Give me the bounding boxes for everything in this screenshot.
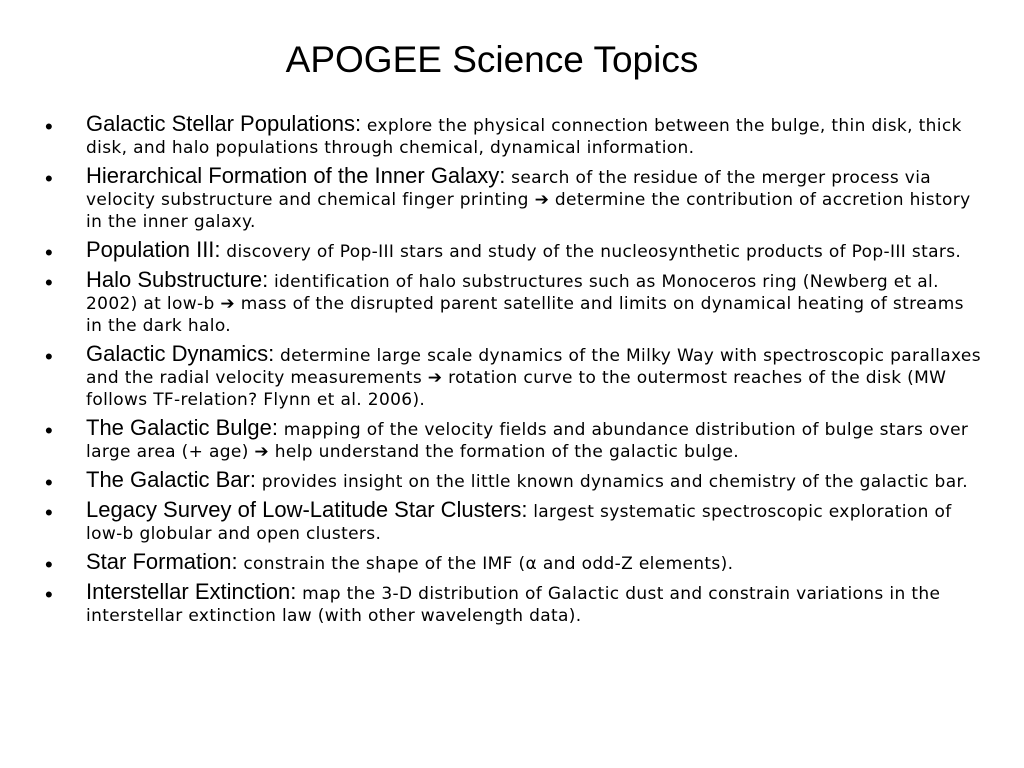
topic-description: provides insight on the little known dynamics and chemistry of the galactic bar.: [255, 472, 968, 492]
science-topic-list: [45, 113, 985, 633]
topic-name: The Galactic Bulge:: [86, 415, 278, 440]
bullet-icon: •: [45, 240, 54, 265]
topic-description: search of the residue of the merger process via velocity substructure and chemical finger printing ➔ determine the contribution of accretion history in the inner galaxy.: [86, 168, 971, 232]
topic-item-galactic-bulge: [45, 417, 985, 463]
topic-name: Galactic Dynamics:: [86, 341, 275, 366]
topic-item-halo-substructure: [45, 269, 985, 337]
topic-item-hierarchical-formation: [45, 165, 985, 233]
topic-name: Legacy Survey of Low-Latitude Star Clusters:: [86, 497, 528, 522]
topic-item-galactic-dynamics: [45, 343, 985, 411]
bullet-icon: •: [45, 114, 54, 139]
topic-item-legacy-survey: [45, 499, 985, 545]
bullet-icon: •: [45, 166, 54, 191]
topic-name: Population III:: [86, 237, 221, 262]
topic-description: identification of halo substructures such as Monoceros ring (Newberg et al. 2002) at low-b ➔ mass of the disrupted parent satellite and limits on dynamical heating of streams in the dark halo.: [86, 272, 964, 336]
topic-name: The Galactic Bar:: [86, 467, 256, 492]
topic-description: discovery of Pop-III stars and study of the nucleosynthetic products of Pop-III stars.: [220, 242, 962, 262]
topic-name: Hierarchical Formation of the Inner Galaxy:: [86, 163, 506, 188]
topic-item-interstellar-extinction: [45, 581, 985, 627]
bullet-icon: •: [45, 418, 54, 443]
topic-name: Interstellar Extinction:: [86, 579, 297, 604]
topic-description: constrain the shape of the IMF (α and odd-Z elements).: [237, 554, 734, 574]
bullet-icon: •: [45, 470, 54, 495]
bullet-icon: •: [45, 344, 54, 369]
slide-title: APOGEE Science Topics: [285, 39, 699, 80]
topic-description: explore the physical connection between the bulge, thin disk, thick disk, and halo populations through chemical, dynamical information.: [86, 116, 962, 158]
bullet-icon: •: [45, 552, 54, 577]
topic-description: largest systematic spectroscopic exploration of low-b globular and open clusters.: [86, 502, 952, 544]
topic-description: determine large scale dynamics of the Milky Way with spectroscopic parallaxes and the radial velocity measurements ➔ rotation curve to the outermost reaches of the disk (MW follows TF-relation? Flynn et al. 2006).: [86, 346, 981, 410]
bullet-icon: •: [45, 270, 54, 295]
topic-name: Galactic Stellar Populations:: [86, 111, 362, 136]
bullet-icon: •: [45, 582, 54, 607]
topic-item-population-iii: [45, 239, 985, 263]
topic-name: Halo Substructure:: [86, 267, 269, 292]
topic-item-galactic-stellar-populations: [45, 113, 985, 159]
topic-description: map the 3-D distribution of Galactic dust and constrain variations in the interstellar extinction law (with other wavelength data).: [86, 584, 941, 626]
topic-item-galactic-bar: [45, 469, 985, 493]
topic-description: mapping of the velocity fields and abundance distribution of bulge stars over large area (+ age) ➔ help understand the formation of the galactic bulge.: [86, 420, 969, 462]
topic-item-star-formation: [45, 551, 985, 575]
bullet-icon: •: [45, 500, 54, 525]
topic-name: Star Formation:: [86, 549, 238, 574]
